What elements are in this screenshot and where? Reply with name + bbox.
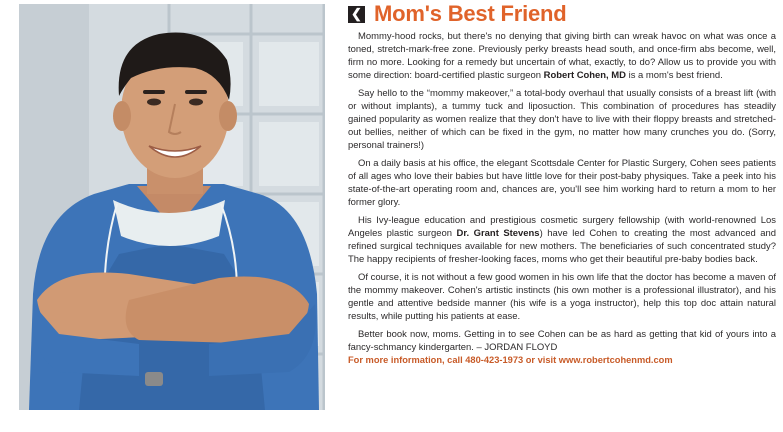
paragraph-text: is a mom's best friend. [625,70,723,81]
paragraph-text: Mommy-hood rocks, but there's no denying that giving birth can wreak havoc on what was once a toned, stretch-mark-free zone. Previously perky breasts head south, and once-firm abs become, well, firm no more. Looking for a remedy but uncertain of what, exactly, to do? Allow us to provide you with some direction: board-certified plastic surgeon [348,31,776,81]
paragraph-text: His Ivy-league education and prestigious cosmetic surgery fellowship (with world-renowned Los Angeles plastic surgeon [348,215,776,239]
article-title: Mom's Best Friend [374,1,567,26]
paragraph-family: Of course, it is not without a few good women in his own life that the doctor has become a maven of the mommy makeover. Cohen's artistic instincts (his own mother is a professional illustrator), and his gentle and attentive bedside manner (his wife is a yoga instructor), help this top doc attain natural results, while putting his patients at ease. [348,272,776,322]
colleague-name: Dr. Grant Stevens [456,228,540,239]
paragraph-closing: Better book now, moms. Getting in to see Cohen can be as hard as getting that kid of yours into a fancy-schmancy kindergarten. – JORDAN FLOYD [348,329,776,353]
surgeon-photo [19,4,325,410]
paragraph-intro [348,30,776,82]
paragraph-makeover: Say hello to the “mommy makeover,” a total-body overhaul that usually consists of a breast lift (with or without implants), a tummy tuck and liposuction. This combination of procedures has steadily gained popularity as women realize that they don't have to live with their floppy breasts and stretched-out bellies, neither of which can be fixed in the gym, no matter how many crunches you do. (Sorry, personal trainers!) [348,88,776,151]
paragraph-text: ) have led Cohen to creating the most advanced and refined surgical techniques available for new mothers. The beneficiaries of such concentrated study? The happy recipients of fresher-looking faces, moms who get their beautiful pre-baby bodies back. [348,228,777,265]
paragraph-education [348,214,776,266]
headline-row [348,2,776,26]
chevron-left-icon: ❮ [348,6,365,23]
article-body [348,30,776,366]
surgeon-name: Robert Cohen, MD [543,70,626,81]
surgeon-illustration [19,4,325,410]
paragraph-office: On a daily basis at his office, the elegant Scottsdale Center for Plastic Surgery, Cohen sees patients of all ages who love their babies but have little love for their post-baby physiques. Take a peek into his state-of-the-art operating room and, chances are, you'll see him working hard to return a mom to her former glory. [348,158,776,208]
contact-info: For more information, call 480-423-1973 or visit www.robertcohenmd.com [348,355,673,365]
article [348,2,776,412]
